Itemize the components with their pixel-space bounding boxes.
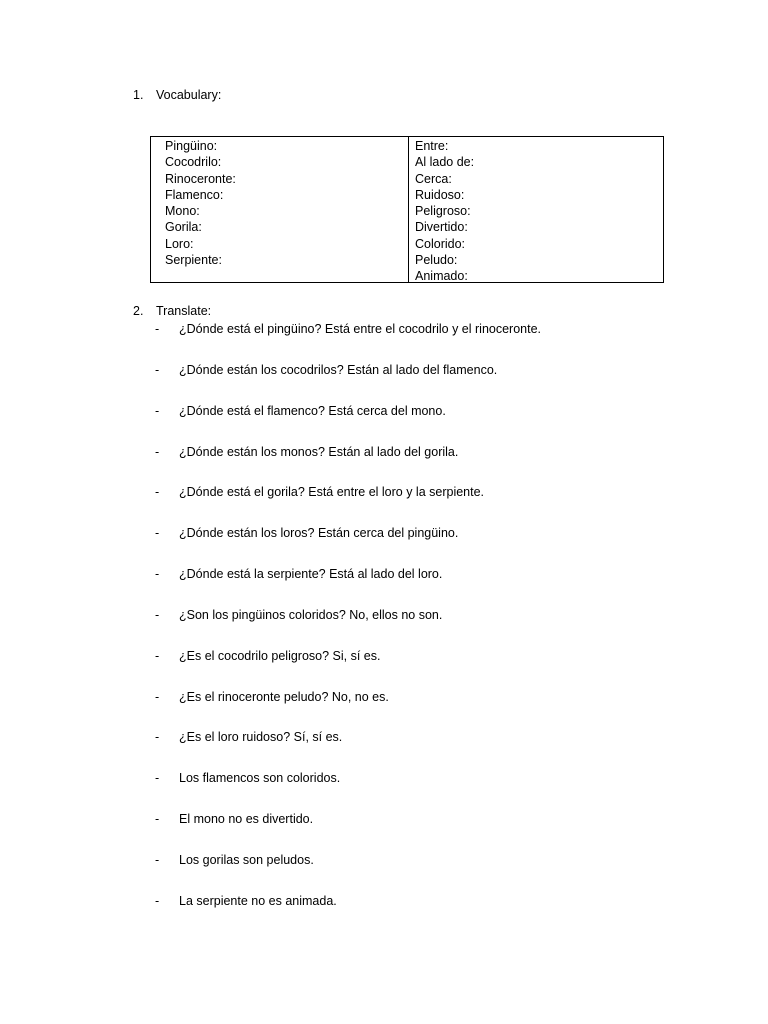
- vocab-term: Entre:: [415, 139, 449, 153]
- vocab-term: Flamenco:: [165, 187, 224, 202]
- vocab-term: Peligroso:: [415, 204, 471, 219]
- list-item: [155, 362, 541, 403]
- list-item: [155, 566, 541, 607]
- vocab-term: Loro:: [165, 236, 194, 251]
- list-bullet: -: [155, 362, 160, 377]
- list-item: [155, 689, 541, 730]
- section-title: Vocabulary:: [156, 88, 222, 102]
- sentence: ¿Son los pingüinos coloridos? No, ellos no son.: [179, 607, 443, 622]
- vocabulary-words-column: [409, 137, 663, 282]
- list-bullet: -: [155, 893, 160, 908]
- list-bullet: -: [155, 648, 160, 663]
- sentence: ¿Dónde está la serpiente? Está al lado del loro.: [179, 567, 443, 582]
- vocabulary-animals-column: [151, 137, 409, 282]
- vocab-term: Rinoceronte:: [165, 171, 236, 186]
- vocab-term: Cocodrilo:: [165, 155, 222, 170]
- section-number: 2.: [133, 304, 144, 318]
- list-item: [155, 811, 541, 852]
- vocab-term: Pingüino:: [165, 139, 218, 153]
- sentence: Los flamencos son coloridos.: [179, 771, 341, 786]
- vocab-term: Serpiente:: [165, 253, 222, 268]
- list-item: [155, 525, 541, 566]
- list-item: [155, 729, 541, 770]
- list-item: [155, 403, 541, 444]
- list-bullet: -: [155, 444, 160, 459]
- sentence: La serpiente no es animada.: [179, 893, 337, 908]
- list-bullet: -: [155, 730, 160, 745]
- sentence: ¿Dónde están los loros? Están cerca del pingüino.: [179, 526, 459, 541]
- vocab-term: Animado:: [415, 269, 468, 284]
- sentence: El mono no es divertido.: [179, 812, 314, 827]
- vocab-term: Divertido:: [415, 220, 468, 235]
- list-item: [155, 893, 541, 934]
- list-bullet: -: [155, 526, 160, 541]
- translate-heading: [133, 303, 211, 319]
- sentence: ¿Dónde está el pingüino? Está entre el cocodrilo y el rinoceronte.: [179, 322, 542, 336]
- list-bullet: -: [155, 771, 160, 786]
- list-bullet: -: [155, 852, 160, 867]
- section-title: Translate:: [156, 304, 212, 318]
- vocab-term: Al lado de:: [415, 155, 475, 170]
- section-number: 1.: [133, 88, 144, 102]
- vocab-term: Colorido:: [415, 236, 466, 251]
- list-item: [155, 770, 541, 811]
- list-item: [155, 607, 541, 648]
- sentence: ¿Es el loro ruidoso? Sí, sí es.: [179, 730, 343, 745]
- vocabulary-heading: [133, 87, 221, 103]
- list-bullet: -: [155, 567, 160, 582]
- sentence: ¿Es el rinoceronte peludo? No, no es.: [179, 689, 389, 704]
- list-bullet: -: [155, 812, 160, 827]
- vocab-term: Gorila:: [165, 220, 202, 235]
- vocab-term: Cerca:: [415, 171, 452, 186]
- list-bullet: -: [155, 322, 160, 336]
- vocabulary-table: [150, 136, 664, 283]
- sentence: ¿Dónde están los monos? Están al lado del gorila.: [179, 444, 459, 459]
- sentence: ¿Es el cocodrilo peligroso? Si, sí es.: [179, 648, 381, 663]
- translate-list: [155, 321, 541, 934]
- list-bullet: -: [155, 403, 160, 418]
- sentence: ¿Dónde está el gorila? Está entre el loro y la serpiente.: [179, 485, 485, 500]
- list-item: [155, 321, 541, 362]
- list-item: [155, 444, 541, 485]
- sentence: Los gorilas son peludos.: [179, 852, 314, 867]
- vocab-term: Peludo:: [415, 253, 458, 268]
- sentence: ¿Dónde están los cocodrilos? Están al lado del flamenco.: [179, 362, 498, 377]
- list-bullet: -: [155, 485, 160, 500]
- list-bullet: -: [155, 689, 160, 704]
- vocab-term: Ruidoso:: [415, 187, 465, 202]
- list-item: [155, 648, 541, 689]
- sentence: ¿Dónde está el flamenco? Está cerca del mono.: [179, 403, 446, 418]
- vocab-term: Mono:: [165, 204, 200, 219]
- list-bullet: -: [155, 607, 160, 622]
- list-item: [155, 484, 541, 525]
- list-item: [155, 852, 541, 893]
